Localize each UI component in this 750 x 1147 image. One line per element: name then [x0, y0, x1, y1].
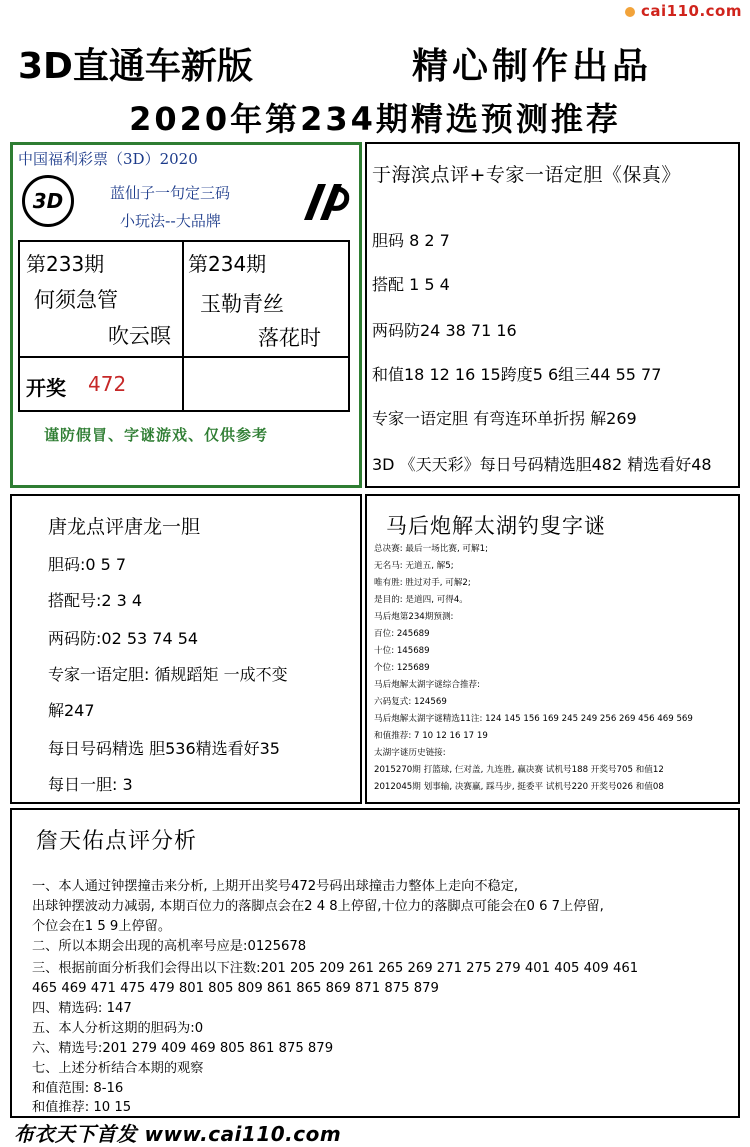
header-left-title: 3D直通车新版: [18, 46, 253, 87]
tang-line: 每日号码精选 胆536精选看好35: [48, 739, 280, 758]
site-text: cai110.com: [641, 2, 742, 20]
tang-title: 唐龙点评唐龙一胆: [48, 516, 201, 538]
yu-line: 专家一语定胆 有弯连环单折拐 解269: [372, 409, 637, 428]
zhan-line: 和值范围: 8-16: [32, 1081, 124, 1096]
yu-line: 3D 《天天彩》每日号码精选胆482 精选看好48: [372, 455, 712, 474]
3d-logo-icon: 3D: [22, 175, 74, 227]
header-right-title: 精心制作出品: [412, 46, 653, 87]
ticket-title: 中国福利彩票（3D）2020: [18, 150, 198, 168]
prev-poem-line-2: 吹云暝: [108, 324, 171, 348]
footer-credit: 布衣天下首发 www.cai110.com: [14, 1122, 342, 1146]
mahou-title: 马后炮解太湖钓叟字谜: [386, 514, 606, 538]
zhan-line: 个位会在1 5 9上停留。: [32, 919, 172, 934]
mahou-line: 六码复式: 124569: [374, 697, 447, 707]
grid-divider-horizontal: [18, 356, 350, 358]
yu-line: 两码防24 38 71 16: [372, 321, 517, 340]
mahou-line: 总决赛: 最后一场比赛, 可解1;: [374, 544, 488, 554]
zhan-line: 一、本人通过钟摆撞击来分析, 上期开出奖号472号码出球撞击力整体上走向不稳定,: [32, 879, 519, 894]
page-title: 2020年第234期精选预测推荐: [129, 100, 621, 138]
mahou-line: 马后炮解太湖字谜精选11注: 124 145 156 169 245 249 256 269 456 469 569: [374, 714, 693, 724]
yu-panel: [365, 142, 740, 488]
prev-issue-label: 第233期: [26, 252, 105, 276]
mahou-line: 百位: 245689: [374, 629, 430, 639]
curr-poem-line-2: 落花时: [258, 326, 321, 350]
site-logo-icon: [625, 7, 635, 17]
draw-label: 开奖: [26, 376, 66, 400]
zhan-line: 七、上述分析结合本期的观察: [32, 1061, 204, 1076]
tang-line: 解247: [48, 701, 95, 720]
tang-line: 专家一语定胆: 循规蹈矩 一成不变: [48, 665, 288, 684]
ticket-slogan-1: 蓝仙子一句定三码: [110, 184, 231, 202]
mahou-line: 马后炮第234期预测:: [374, 612, 454, 622]
zhan-line: 二、所以本期会出现的高机率号应是:0125678: [32, 939, 307, 954]
tang-line: 每日一胆: 3: [48, 775, 133, 794]
mahou-line: 2015270期 打篮球, 仨对盖, 九连胜, 赢决赛 试机号188 开奖号705 和值12: [374, 765, 664, 775]
tang-line: 两码防:02 53 74 54: [48, 629, 199, 648]
yu-title: 于海滨点评+专家一语定胆《保真》: [372, 164, 681, 186]
zhan-line: 三、根据前面分析我们会得出以下注数:201 205 209 261 265 269 271 275 279 401 405 409 461: [32, 961, 639, 976]
mahou-line: 和值推荐: 7 10 12 16 17 19: [374, 731, 488, 741]
zhan-line: 六、精选号:201 279 409 469 805 861 875 879: [32, 1041, 334, 1056]
zhan-line: 465 469 471 475 479 801 805 809 861 865 869 871 875 879: [32, 981, 439, 996]
yu-line: 胆码 8 2 7: [372, 231, 450, 250]
mahou-line: 是目的: 是道四, 可得4。: [374, 595, 468, 605]
zhan-line: 出球钟摆波动力减弱, 本期百位力的落脚点会在2 4 8上停留,十位力的落脚点可能会在0 6 7上停留,: [32, 899, 604, 914]
zhan-line: 和值推荐: 10 15: [32, 1100, 132, 1115]
mahou-line: 无名马: 无道五, 解5;: [374, 561, 454, 571]
prev-poem-line-1: 何须急管: [34, 288, 118, 312]
tang-line: 搭配号:2 3 4: [48, 591, 143, 610]
mahou-line: 唯有胜: 胜过对手, 可解2;: [374, 578, 471, 588]
draw-result: 472: [88, 372, 127, 396]
grid-divider-vertical: [182, 240, 184, 412]
cp-logo-icon: [296, 176, 352, 228]
ticket-warning: 谨防假冒、字谜游戏、仅供参考: [44, 426, 269, 444]
mahou-line: 十位: 145689: [374, 646, 430, 656]
curr-poem-line-1: 玉勒青丝: [200, 292, 284, 316]
zhan-line: 五、本人分析这期的胆码为:0: [32, 1021, 204, 1036]
mahou-line: 太湖字谜历史链接:: [374, 748, 446, 758]
mahou-line: 2012045期 划事输, 决赛赢, 踩马步, 挺委平 试机号220 开奖号026 和值08: [374, 782, 664, 792]
mahou-line: 马后炮解太湖字谜综合推荐:: [374, 680, 481, 690]
site-url: [625, 2, 742, 20]
yu-line: 和值18 12 16 15跨度5 6组三44 55 77: [372, 365, 662, 384]
curr-issue-label: 第234期: [188, 252, 267, 276]
tang-line: 胆码:0 5 7: [48, 555, 127, 574]
mahou-line: 个位: 125689: [374, 663, 430, 673]
ticket-slogan-2: 小玩法--大品牌: [120, 212, 221, 230]
zhan-line: 四、精选码: 147: [32, 1001, 132, 1016]
zhan-title: 詹天佑点评分析: [36, 829, 198, 854]
yu-line: 搭配 1 5 4: [372, 275, 450, 294]
